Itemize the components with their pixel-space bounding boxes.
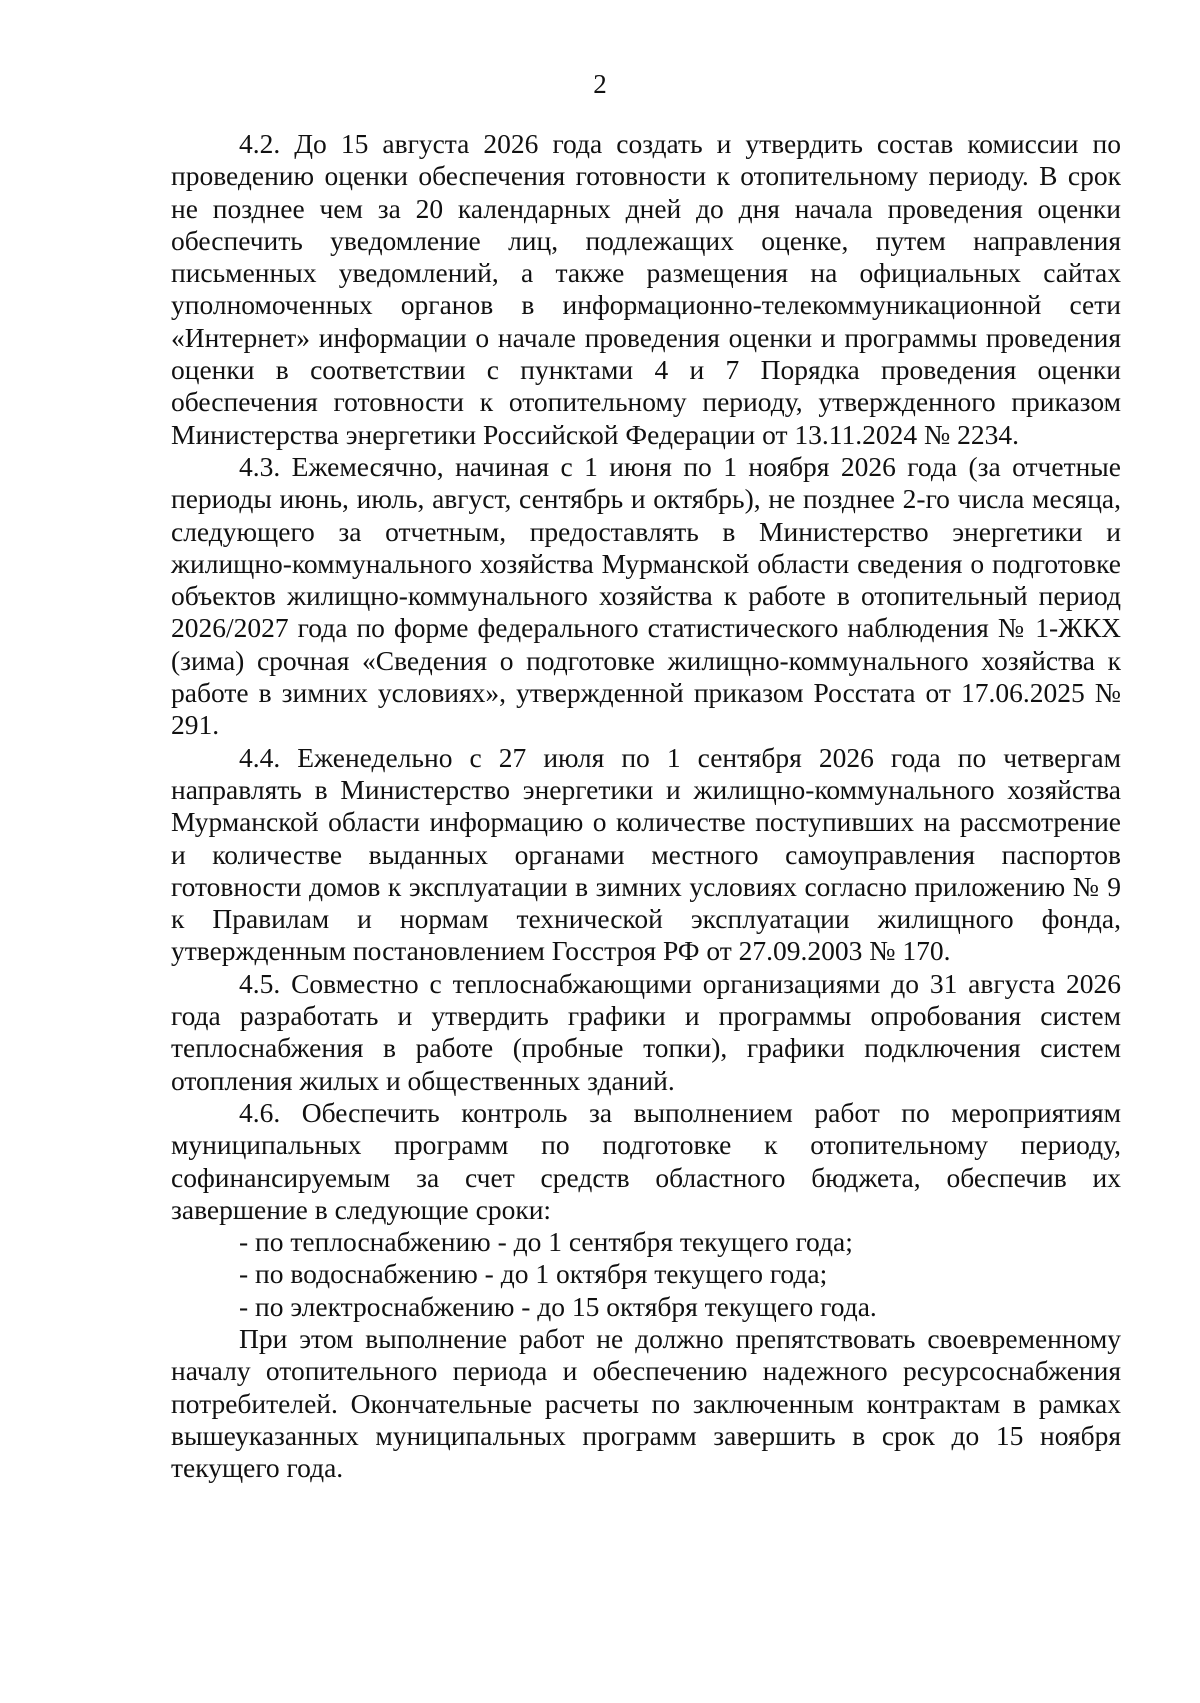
deadline-item-power-supply: - по электроснабжению - до 15 октября текущего года. xyxy=(239,1290,877,1322)
paragraph-4-3: 4.3. Ежемесячно, начиная с 1 июня по 1 ноября 2026 года (за отчетные периоды июнь, июль, август, сентябрь и октябрь), не позднее 2-го числа месяца, следующего за отчетным, предоставлять в Министерство энергетики и жилищно-коммунального хозяйства Мурманской области сведения о подготовке объектов жилищно-коммунального хозяйства к работе в отопительный период 2026/2027 года по форме федерального статистического наблюдения № 1-ЖКХ (зима) срочная «Сведения о подготовке жилищно-коммунального хозяйства к работе в зимних условиях», утвержденной приказом Росстата от 17.06.2025 № 291. xyxy=(171,450,1121,741)
paragraph-4-4: 4.4. Еженедельно с 27 июля по 1 сентября 2026 года по четвергам направлять в Министерство энергетики и жилищно-коммунального хозяйства Мурманской области информацию о количестве поступивших на рассмотрение и количестве выданных органами местного самоуправления паспортов готовности домов к эксплуатации в зимних условиях согласно приложению № 9 к Правилам и нормам технической эксплуатации жилищного фонда, утвержденным постановлением Госстроя РФ от 27.09.2003 № 170. xyxy=(171,741,1121,967)
deadline-item-water-supply: - по водоснабжению - до 1 октября текущего года; xyxy=(239,1258,828,1290)
document-body xyxy=(171,128,1121,1484)
deadline-item-heat-supply: - по теплоснабжению - до 1 сентября текущего года; xyxy=(239,1226,853,1258)
page-number: 2 xyxy=(593,69,607,99)
paragraph-4-5: 4.5. Совместно с теплоснабжающими организациями до 31 августа 2026 года разработать и утвердить графики и программы опробования систем теплоснабжения в работе (пробные топки), графики подключения систем отопления жилых и общественных зданий. xyxy=(171,967,1121,1096)
paragraph-4-2: 4.2. До 15 августа 2026 года создать и утвердить состав комиссии по проведению оценки обеспечения готовности к отопительному периоду. В срок не позднее чем за 20 календарных дней до дня начала проведения оценки обеспечить уведомление лиц, подлежащих оценке, путем направления письменных уведомлений, а также размещения на официальных сайтах уполномоченных органов в информационно-телекоммуникационной сети «Интернет» информации о начале проведения оценки и программы проведения оценки в соответствии с пунктами 4 и 7 Порядка проведения оценки обеспечения готовности к отопительному периоду, утвержденного приказом Министерства энергетики Российской Федерации от 13.11.2024 № 2234. xyxy=(171,128,1121,450)
paragraph-final: При этом выполнение работ не должно препятствовать своевременному началу отопительного периода и обеспечению надежного ресурсоснабжения потребителей. Окончательные расчеты по заключенным контрактам в рамках вышеуказанных муниципальных программ завершить в срок до 15 ноября текущего года. xyxy=(171,1322,1121,1484)
paragraph-4-6: 4.6. Обеспечить контроль за выполнением работ по мероприятиям муниципальных программ по подготовке к отопительному периоду, софинансируемым за счет средств областного бюджета, обеспечив их завершение в следующие сроки: xyxy=(171,1096,1121,1225)
